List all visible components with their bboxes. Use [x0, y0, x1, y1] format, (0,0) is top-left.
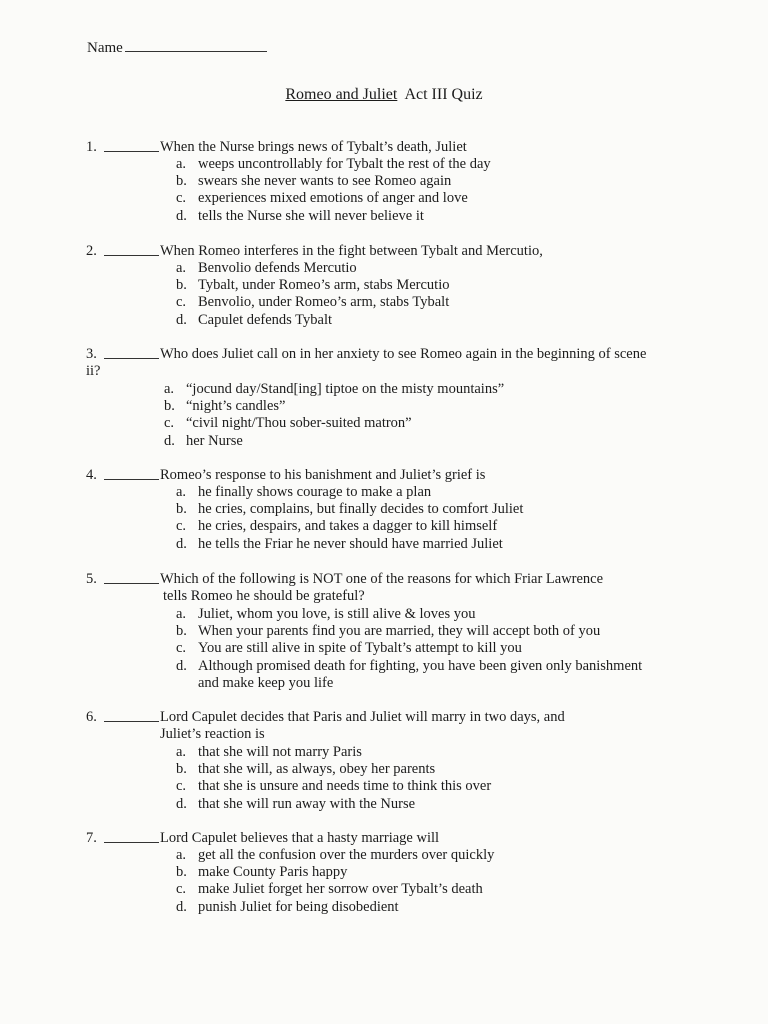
options-list — [176, 847, 494, 916]
title-play-name: Romeo and Juliet — [285, 86, 398, 103]
option-letter: c. — [176, 190, 187, 207]
question-number: 5. — [86, 571, 97, 587]
option-letter: b. — [164, 398, 175, 415]
option-letter: b. — [176, 173, 187, 190]
option-c — [164, 415, 504, 432]
option-text: punish Juliet for being disobedient — [198, 898, 399, 915]
option-letter: d. — [176, 207, 187, 224]
answer-blank — [104, 479, 159, 480]
options-list — [176, 484, 523, 553]
answer-blank — [104, 358, 159, 359]
option-c — [176, 190, 491, 207]
options-list — [176, 156, 491, 225]
question-stem-continued: tells Romeo he should be grateful? — [163, 588, 365, 604]
option-d — [176, 658, 642, 675]
option-letter: b. — [176, 864, 187, 881]
options-list — [164, 381, 504, 450]
option-b — [176, 864, 494, 881]
option-text: Although promised death for fighting, you have been given only banishment — [198, 657, 643, 674]
option-letter: c. — [176, 778, 187, 795]
option-a — [176, 260, 449, 277]
option-letter: a. — [176, 606, 187, 622]
option-a — [164, 381, 504, 398]
option-text: swears she never wants to see Romeo again — [198, 173, 452, 190]
option-letter: a. — [164, 381, 175, 397]
option-letter: b. — [176, 761, 187, 778]
option-letter: a. — [176, 847, 187, 863]
option-letter: d. — [164, 432, 175, 449]
option-text: he cries, complains, but finally decides to comfort Juliet — [198, 501, 524, 518]
question-stem: Which of the following is NOT one of the reasons for which Friar Lawrence — [160, 571, 604, 587]
option-text: he finally shows courage to make a plan — [198, 484, 432, 500]
option-a — [176, 484, 523, 501]
option-a — [176, 847, 494, 864]
option-c — [176, 294, 449, 311]
option-c — [176, 881, 494, 898]
question-number: 3. — [86, 346, 97, 362]
option-a — [176, 156, 491, 173]
question-number: 4. — [86, 467, 97, 483]
option-text: When your parents find you are married, they will accept both of you — [198, 623, 601, 640]
option-letter: a. — [176, 744, 187, 760]
option-text-continued: and make keep you life — [198, 674, 334, 691]
option-text: “jocund day/Stand[ing] tiptoe on the misty mountains” — [186, 381, 505, 397]
option-letter: d. — [176, 311, 187, 328]
question-stem-continued: ii? — [86, 363, 101, 379]
option-letter: a. — [176, 260, 187, 276]
option-a — [176, 744, 491, 761]
option-text: he tells the Friar he never should have married Juliet — [198, 535, 503, 552]
option-d — [176, 312, 449, 329]
option-text: weeps uncontrollably for Tybalt the rest of the day — [198, 156, 491, 172]
option-text: that she will run away with the Nurse — [198, 795, 416, 812]
question-stem: When the Nurse brings news of Tybalt’s death, Juliet — [160, 139, 467, 155]
option-b — [164, 398, 504, 415]
option-text: Tybalt, under Romeo’s arm, stabs Mercutio — [198, 277, 450, 294]
answer-blank — [104, 842, 159, 843]
option-text: that she will not marry Paris — [198, 744, 362, 760]
option-d — [176, 899, 494, 916]
question-number: 6. — [86, 709, 97, 725]
option-text: make Juliet forget her sorrow over Tybalt’s death — [198, 881, 483, 898]
option-d — [176, 796, 491, 813]
answer-blank — [104, 721, 159, 722]
options-list — [176, 606, 642, 692]
question-stem: When Romeo interferes in the fight between Tybalt and Mercutio, — [160, 243, 543, 259]
option-d — [164, 433, 504, 450]
option-text: he cries, despairs, and takes a dagger to kill himself — [198, 518, 498, 535]
option-letter: b. — [176, 501, 187, 518]
option-letter: a. — [176, 484, 187, 500]
option-c — [176, 518, 523, 535]
page-title — [0, 86, 768, 104]
option-b — [176, 173, 491, 190]
option-letter: b. — [176, 277, 187, 294]
options-list — [176, 744, 491, 813]
option-letter: d. — [176, 535, 187, 552]
option-b — [176, 623, 642, 640]
option-text: that she is unsure and needs time to think this over — [198, 778, 492, 795]
option-letter: c. — [176, 881, 187, 898]
option-text: “night’s candles” — [186, 398, 286, 415]
option-c — [176, 778, 491, 795]
option-d — [176, 536, 523, 553]
question-number: 2. — [86, 243, 97, 259]
option-letter: d. — [176, 657, 187, 674]
question-stem: Lord Capulet believes that a hasty marriage will — [160, 830, 440, 846]
option-letter: d. — [176, 795, 187, 812]
option-letter: c. — [176, 518, 187, 535]
option-b — [176, 501, 523, 518]
option-letter: c. — [176, 640, 187, 657]
option-letter: a. — [176, 156, 187, 172]
option-text: make County Paris happy — [198, 864, 348, 881]
option-letter: b. — [176, 623, 187, 640]
name-field — [87, 39, 267, 57]
option-c — [176, 640, 642, 657]
option-text: get all the confusion over the murders over quickly — [198, 847, 495, 863]
option-text: Benvolio defends Mercutio — [198, 260, 357, 276]
option-text: Juliet, whom you love, is still alive & loves you — [198, 606, 476, 622]
question-number: 1. — [86, 139, 97, 155]
option-d — [176, 208, 491, 225]
option-text: Benvolio, under Romeo’s arm, stabs Tybalt — [198, 294, 450, 311]
question-stem: Who does Juliet call on in her anxiety to see Romeo again in the beginning of scene — [160, 346, 647, 362]
question-stem: Romeo’s response to his banishment and Juliet’s grief is — [160, 467, 486, 483]
question-stem-continued: Juliet’s reaction is — [160, 726, 265, 742]
option-letter: d. — [176, 898, 187, 915]
option-a — [176, 606, 642, 623]
option-text: tells the Nurse she will never believe it — [198, 207, 424, 224]
answer-blank — [104, 583, 159, 584]
option-b — [176, 277, 449, 294]
name-blank — [125, 39, 267, 52]
question-stem: Lord Capulet decides that Paris and Juliet will marry in two days, and — [160, 709, 565, 725]
name-label: Name — [87, 40, 123, 56]
option-d-continued — [176, 675, 642, 692]
option-text: “civil night/Thou sober-suited matron” — [186, 415, 412, 432]
option-text: that she will, as always, obey her parents — [198, 761, 436, 778]
question-number: 7. — [86, 830, 97, 846]
title-quiz-name: Act III Quiz — [404, 86, 483, 103]
option-text: You are still alive in spite of Tybalt’s attempt to kill you — [198, 640, 522, 657]
option-text: Capulet defends Tybalt — [198, 311, 333, 328]
option-letter: c. — [164, 415, 175, 432]
options-list — [176, 260, 449, 329]
option-text: experiences mixed emotions of anger and love — [198, 190, 468, 207]
option-text: her Nurse — [186, 432, 243, 449]
option-letter: c. — [176, 294, 187, 311]
option-b — [176, 761, 491, 778]
answer-blank — [104, 151, 159, 152]
answer-blank — [104, 255, 159, 256]
